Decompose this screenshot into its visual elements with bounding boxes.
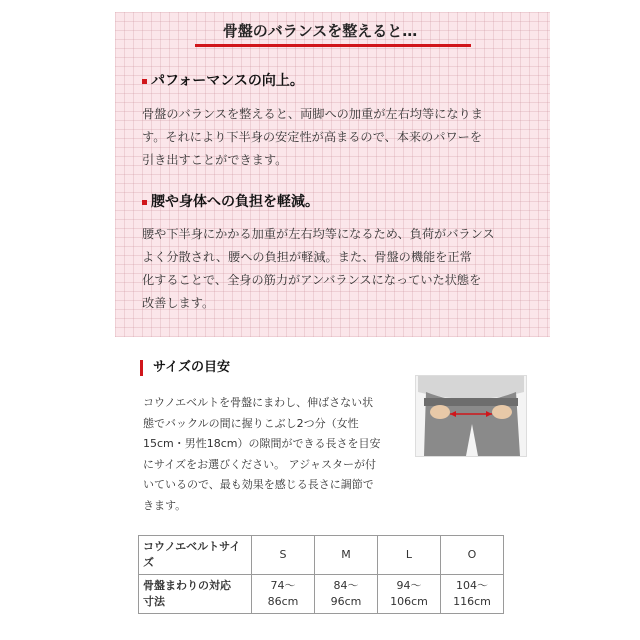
- table-row: [139, 536, 504, 575]
- size-cell: O: [441, 536, 504, 575]
- range-cell: 94〜 106cm: [378, 575, 441, 614]
- size-table: [138, 535, 504, 614]
- size-cell: S: [252, 536, 315, 575]
- range-cell: 84〜 96cm: [315, 575, 378, 614]
- headline-underline: [195, 44, 471, 47]
- size-cell: M: [315, 536, 378, 575]
- red-square-icon: [142, 79, 147, 84]
- table-header-hip-measure: 骨盤まわりの対応 寸法: [139, 575, 252, 614]
- red-square-icon: [142, 200, 147, 205]
- section-heading-burden: 腰や身体への負担を軽減。: [142, 191, 319, 211]
- size-guide-text: コウノエベルトを骨盤にまわし、伸ばさない状 態でバックルの間に握りこぶし2つ分（女性 15cm・男性18cm）の隙間ができる長さを目安 にサイズをお選びください。 アジャスターが付 いているので、最も効果を感じる長さに調節で きます。: [143, 396, 381, 512]
- hip-measurement-icon: [416, 376, 526, 456]
- section-heading-performance: パフォーマンスの向上。: [142, 70, 304, 90]
- headline: 骨盤のバランスを整えると…: [222, 22, 418, 40]
- range-cell: 74〜 86cm: [252, 575, 315, 614]
- table-header-belt-size: コウノエベルトサイ ズ: [139, 536, 252, 575]
- table-row: [139, 575, 504, 614]
- hip-measurement-illustration: [415, 375, 527, 457]
- section-text-burden: 腰や下半身にかかる加重が左右均等になるため、負荷がバランス よく分散され、腰への負担が軽減。また、骨盤の機能を正常 化することで、全身の筋力がアンバランスになっていた状態を 改善します。: [142, 227, 495, 310]
- size-cell: L: [378, 536, 441, 575]
- range-cell: 104〜 116cm: [441, 575, 504, 614]
- size-guide-title: サイズの目安: [140, 360, 230, 376]
- section-text-performance: 骨盤のバランスを整えると、両脚への加重が左右均等になりま す。それにより下半身の安定性が高まるので、本来のパワーを 引き出すことができます。: [142, 107, 483, 167]
